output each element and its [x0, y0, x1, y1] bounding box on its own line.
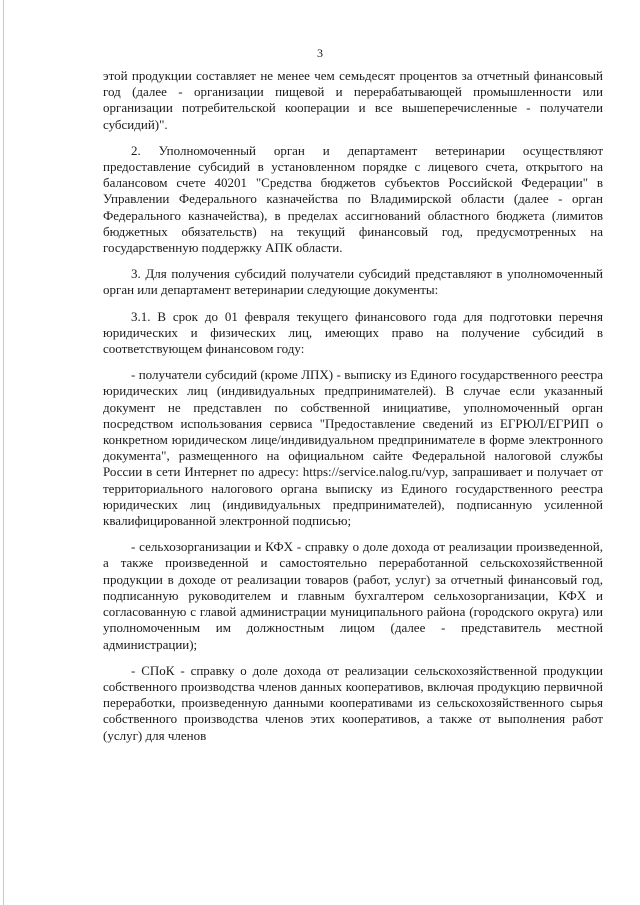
paragraph-item-3: 3. Для получения субсидий получатели субсидий представляют в уполномоченный орган или департамент ветеринарии следующие документы: [103, 266, 603, 298]
paragraph-bullet-spok: - СПоК - справку о доле дохода от реализации сельскохозяйственной продукции собственного производства членов данных кооперативов, включая продукцию первичной переработки, произведенную данными кооперативами из сельскохозяйственного сырья собственного производства членов этих кооперативов, а также от выполнения работ (услуг) для членов [103, 662, 603, 743]
paragraph-bullet-agri-orgs: - сельхозорганизации и КФХ - справку о доле дохода от реализации произведенной, а также произведенной и самостоятельно переработанной сельскохозяйственной продукции в доходе от реализации товаров (работ, услуг) за отчетный финансовый год, подписанную руководителем и главным бухгалтером сельхозорганизации, КФХ и согласованную с главой администрации муниципального района (городского округа) или уполномоченным им должностным лицом (далее - представитель местной администрации); [103, 539, 603, 652]
document-body [103, 68, 603, 744]
paragraph-item-3-1: 3.1. В срок до 01 февраля текущего финансового года для подготовки перечня юридических и физических лиц, имеющих право на получение субсидий в соответствующем финансовом году: [103, 308, 603, 357]
scan-edge-line [3, 0, 4, 905]
paragraph-item-2: 2. Уполномоченный орган и департамент ветеринарии осуществляют предоставление субсидий в установленном порядке с лицевого счета, открытого на балансовом счете 40201 "Средства бюджетов субъектов Российской Федерации" в Управлении Федерального казначейства по Владимирской области (далее - орган Федерального казначейства), в пределах ассигнований областного бюджета (лимитов бюджетных обязательств) на текущий финансовый год, предусмотренных на государственную поддержку АПК области. [103, 142, 603, 256]
page-number: 3 [317, 46, 323, 60]
paragraph-bullet-recipients: - получатели субсидий (кроме ЛПХ) - выписку из Единого государственного реестра юридических лиц (индивидуальных предпринимателей). В случае если указанный документ не представлен по собственной инициативе, уполномоченный орган посредством использования сервиса "Предоставление сведений из ЕГРЮЛ/ЕГРИП о конкретном юридическом лице/индивидуальном предпринимателе в форме электронного документа", размещенного на официальном сайте Федеральной налоговой службы России в сети Интернет по адресу: https://service.nalog.ru/vyp, запрашивает и получает от территориального налогового органа выписку из Единого государственного реестра юридических лиц (индивидуальных предпринимателей), подписанную усиленной квалифицированной электронной подписью; [103, 367, 603, 529]
paragraph-continuation: этой продукции составляет не менее чем семьдесят процентов за отчетный финансовый год (далее - организации пищевой и перерабатывающей промышленности или организации потребительской кооперации и все вышеперечисленные - получатели субсидий)". [103, 68, 603, 132]
